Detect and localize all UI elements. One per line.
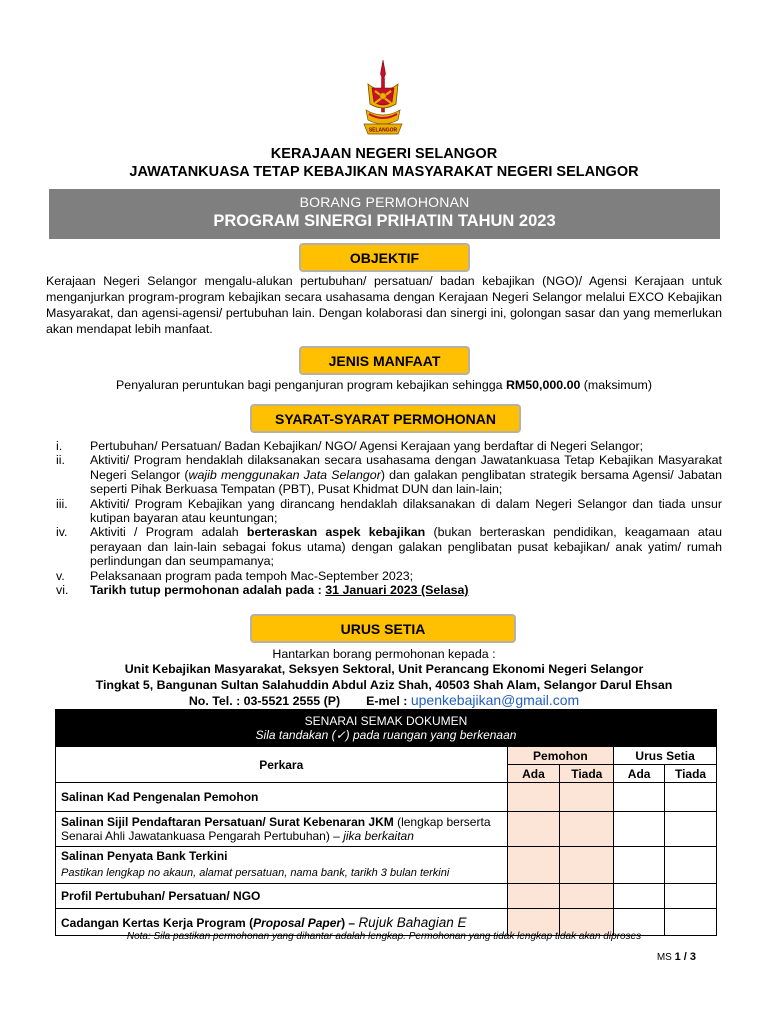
syarat-list [56,439,722,597]
title-banner [49,189,720,239]
urus-setia-address: Tingkat 5, Bangunan Sultan Salahuddin Abdul Aziz Shah, 40503 Shah Alam, Selangor Darul Ehsan [95,678,673,692]
checkbox-urus-setia-ada[interactable] [614,847,665,884]
checkbox-pemohon-ada[interactable] [507,847,560,884]
table-row [56,847,717,884]
list-number: vi. [56,583,69,598]
list-text [90,453,722,496]
urus-setia-unit: Unit Kebajikan Masyarakat, Seksyen Sektoral, Unit Perancang Ekonomi Negeri Selangor [124,662,644,676]
checkbox-pemohon-tiada[interactable] [560,812,614,847]
row-item-bold-italic: Proposal Paper [253,915,342,930]
col-header-tiada: Tiada [665,765,717,783]
checklist-title-cell [56,710,717,747]
table-row [56,783,717,812]
list-item [56,497,722,526]
checkbox-pemohon-ada[interactable] [507,812,560,847]
row-item: Profil Pertubuhan/ Persatuan/ NGO [56,884,508,909]
syarat-heading: SYARAT-SYARAT PERMOHONAN [250,404,521,433]
list-number: v. [56,568,65,583]
list-text-b: (bukan berteraskan pendidikan, keagamaan atau perayaan dan lain-lain sebagai fokus utama) dengan galakan penglibatan pusat kebajikan/ anak yatim/ rumah perlindungan dan seumpamanya; [90,525,722,569]
list-text-a: Aktiviti / Program adalah [90,525,247,540]
manfaat-text-before: Penyaluran peruntukan bagi penganjuran program kebajikan sehingga [116,378,506,392]
list-item [56,525,722,568]
checklist-subtitle: Sila tandakan (✓) pada ruangan yang berkenaan [255,728,517,742]
list-text [90,525,722,568]
list-item [56,453,722,496]
form-label: BORANG PERMOHONAN [299,194,470,210]
page-number [657,951,696,963]
col-header-perkara: Perkara [56,747,508,783]
list-number: iv. [56,525,68,540]
urus-setia-intro: Hantarkan borang permohonan kepada : [272,647,496,661]
objektif-text: Kerajaan Negeri Selangor mengalu-alukan pertubuhan/ persatuan/ badan kebajikan (NGO)/ Agensi Kerajaan untuk menganjurkan program-program kebajikan secara usahasama dengan Kerajaan Negeri Selangor melalui EXCO Kebajikan Masyarakat, dan agensi-agensi/ pertubuhan lain. Dengan kolaborasi dan sinergi ini, golongan sasar dan yang memerlukan akan mendapat lebih manfaat. [46,274,722,336]
table-row [56,812,717,847]
row-item-bold: Salinan Penyata Bank Terkini [61,849,228,863]
form-title: PROGRAM SINERGI PRIHATIN TAHUN 2023 [213,212,556,230]
list-text: Pertubuhan/ Persatuan/ Badan Kebajikan/ NGO/ Agensi Kerajaan yang berdaftar di Negeri Selangor; [90,439,644,453]
row-item-italic: Rujuk Bahagian E [358,914,467,930]
col-header-urus-setia: Urus Setia [614,747,717,765]
checkbox-urus-setia-ada[interactable] [614,812,665,847]
urus-setia-contact [0,692,768,708]
manfaat-text-after: (maksimum) [580,378,652,392]
row-item [56,812,508,847]
column-header-row [56,747,717,765]
checkbox-pemohon-tiada[interactable] [560,847,614,884]
col-header-tiada: Tiada [560,765,614,783]
list-text-italic: wajib menggunakan Jata Selangor [188,467,381,482]
col-header-pemohon: Pemohon [507,747,614,765]
list-item [56,569,722,583]
list-number: i. [56,439,63,453]
manfaat-heading: JENIS MANFAAT [299,346,470,375]
checkbox-urus-setia-ada[interactable] [614,783,665,812]
list-text-bold: berteraskan aspek kebajikan [246,525,426,540]
deadline-label: Tarikh tutup permohonan adalah pada : [90,583,326,598]
checklist-header-row [56,710,717,747]
row-item-bold: Cadangan Kertas Kerja Program ( [61,915,254,930]
checkbox-pemohon-ada[interactable] [507,884,560,909]
list-number: iii. [56,496,68,511]
row-item-italic: Pastikan lengkap no akaun, alamat persatuan, nama bank, tarikh 3 bulan terkini [61,867,450,879]
checkbox-urus-setia-tiada[interactable] [665,884,717,909]
page-number-value: 1 / 3 [674,951,696,963]
checkbox-pemohon-tiada[interactable] [560,783,614,812]
org-name-line1: KERAJAAN NEGERI SELANGOR [270,146,498,162]
row-item-bold-b: ) – [341,915,359,930]
urus-setia-phone: No. Tel. : 03-5521 2555 (P) [188,694,341,708]
row-item-normal: (lengkap berserta Senarai Ahli Jawatankuasa Pengarah Pertubuhan) – [61,815,491,843]
col-header-ada: Ada [507,765,560,783]
checkbox-urus-setia-tiada[interactable] [665,783,717,812]
row-item-bold: Salinan Sijil Pendaftaran Persatuan/ Surat Kebenaran JKM [61,815,394,829]
objektif-heading: OBJEKTIF [299,243,470,272]
email-link[interactable]: upenkebajikan@gmail.com [410,692,580,708]
list-text: Pelaksanaan program pada tempoh Mac-September 2023; [90,568,414,583]
manfaat-text [0,378,768,392]
crest-text: SELANGOR [368,127,398,134]
checklist-title: SENARAI SEMAK DOKUMEN [304,714,468,728]
list-text-b: ) dan galakan penglibatan strategik bersama Agensi/ Jabatan seperti Pihak Berkuasa Tempatan (PBT), Pusat Khidmat DUN dan lain-lain; [90,467,722,497]
selangor-crest-logo [358,58,408,140]
col-header-ada: Ada [614,765,665,783]
checklist-table [55,709,717,936]
list-text: Aktiviti/ Program Kebajikan yang dirancang hendaklah dilaksanakan di dalam Negeri Selangor dan tiada unsur kutipan bayaran atau keuntungan; [90,496,722,526]
list-item [56,583,722,597]
page-prefix: MS [656,952,675,963]
table-row [56,884,717,909]
checkbox-urus-setia-ada[interactable] [614,884,665,909]
row-item: Salinan Kad Pengenalan Pemohon [56,783,508,812]
list-number: ii. [56,453,65,468]
row-item [56,847,508,884]
checkbox-pemohon-ada[interactable] [507,783,560,812]
checkbox-urus-setia-tiada[interactable] [665,847,717,884]
deadline-date: 31 Januari 2023 (Selasa) [325,583,469,598]
row-item-italic: jika berkaitan [343,829,414,843]
org-name-line2: JAWATANKUASA TETAP KEBAJIKAN MASYARAKAT NEGERI SELANGOR [129,164,639,180]
manfaat-amount: RM50,000.00 [505,378,581,392]
checkbox-urus-setia-tiada[interactable] [665,812,717,847]
deadline-text [90,583,722,597]
urus-setia-email-label: E-mel : [366,694,411,708]
list-item [56,439,722,453]
checkbox-pemohon-tiada[interactable] [560,884,614,909]
note-text: Nota: Sila pastikan permohonan yang dihantar adalah lengkap. Permohonan yang tidak lengkap tidak akan diproses [126,931,642,942]
urus-setia-heading: URUS SETIA [250,614,516,643]
list-text-a: Aktiviti/ Program hendaklah dilaksanakan secara usahasama dengan Jawatankuasa Tetap Kebajikan Masyarakat Negeri Selangor ( [90,453,722,482]
